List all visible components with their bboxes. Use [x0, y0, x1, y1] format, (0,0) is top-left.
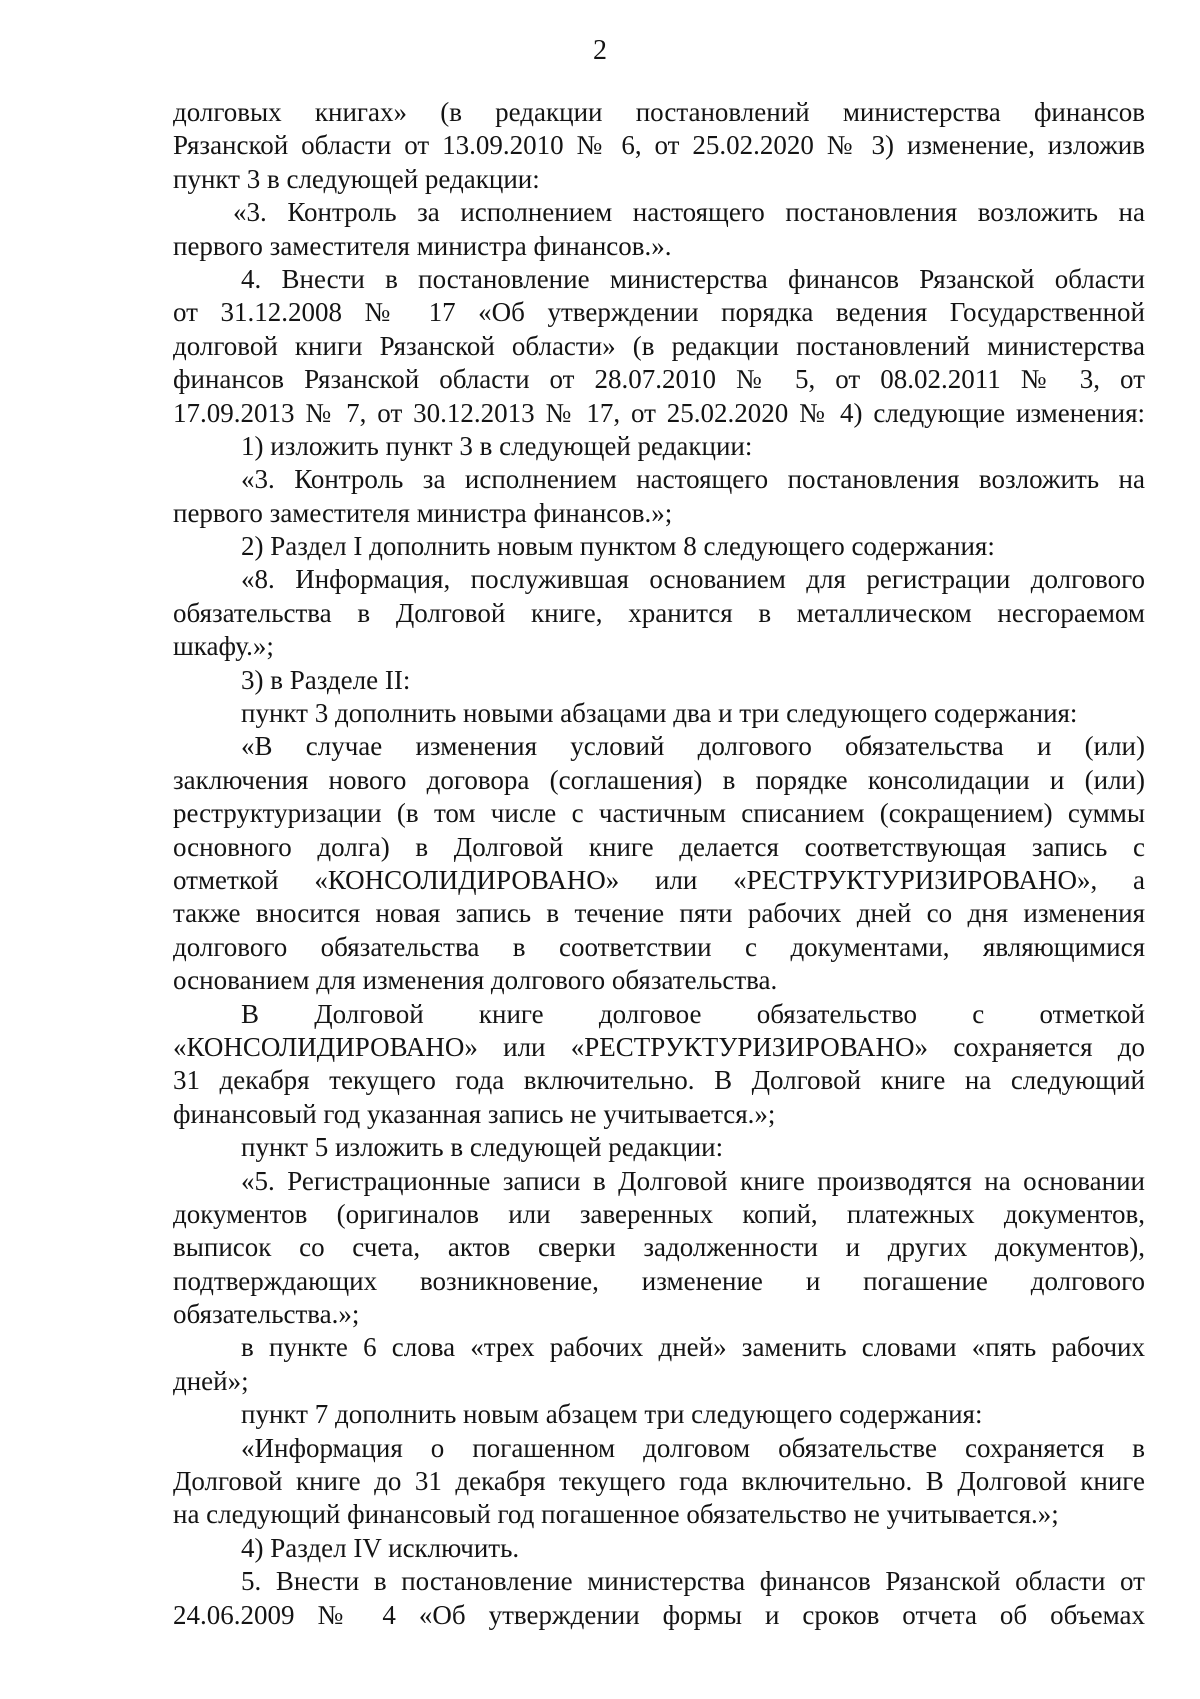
text-line: 1) изложить пункт 3 в следующей редакции:	[241, 430, 753, 461]
text-line: «3. Контроль за исполнением настоящего постановления возложить на	[233, 197, 1145, 228]
text-line: обязательства в Долговой книге, хранится в металлическом несгораемом	[173, 597, 1145, 628]
text-line: «Информация о погашенном долговом обязательстве сохраняется в	[241, 1432, 1145, 1463]
text-line: выписок со счета, актов сверки задолженности и других документов),	[173, 1232, 1145, 1263]
text-line: также вносится новая запись в течение пяти рабочих дней со дня изменения	[173, 898, 1145, 929]
text-line: пункт 7 дополнить новым абзацем три следующего содержания:	[241, 1399, 983, 1430]
text-line: в пункте 6 слова «трех рабочих дней» заменить словами «пять рабочих	[241, 1332, 1145, 1363]
text-line: 4) Раздел IV исключить.	[241, 1532, 520, 1563]
text-line: Рязанской области от 13.09.2010 № 6, от 25.02.2020 № 3) изменение, изложив	[173, 130, 1145, 161]
text-line: 5. Внести в постановление министерства финансов Рязанской области от	[241, 1566, 1145, 1597]
text-line: документов (оригиналов или заверенных копий, платежных документов,	[173, 1198, 1145, 1229]
text-line: «3. Контроль за исполнением настоящего постановления возложить на	[241, 464, 1145, 495]
text-line: шкафу.»;	[173, 631, 274, 662]
text-line: пункт 5 изложить в следующей редакции:	[241, 1132, 724, 1163]
text-line: Долговой книге до 31 декабря текущего года включительно. В Долговой книге	[173, 1466, 1145, 1497]
page-number: 2	[593, 35, 607, 66]
text-line: на следующий финансовый год погашенное обязательство не учитывается.»;	[173, 1499, 1059, 1530]
text-line: обязательства.»;	[173, 1299, 360, 1330]
text-line: долгового обязательства в соответствии с документами, являющимися	[173, 931, 1145, 962]
text-line: 2) Раздел I дополнить новым пунктом 8 следующего содержания:	[241, 531, 995, 562]
text-line: заключения нового договора (соглашения) в порядке консолидации и (или)	[173, 764, 1145, 795]
text-line: В Долговой книге долговое обязательство с отметкой	[241, 998, 1145, 1029]
text-line: реструктуризации (в том числе с частичным списанием (сокращением) суммы	[173, 798, 1145, 829]
text-line: финансовый год указанная запись не учитывается.»;	[173, 1098, 776, 1129]
text-line: «8. Информация, послужившая основанием для регистрации долгового	[241, 564, 1145, 595]
text-line: 3) в Разделе II:	[241, 664, 411, 695]
text-line: 31 декабря текущего года включительно. В Долговой книге на следующий	[173, 1065, 1145, 1096]
text-line: от 31.12.2008 № 17 «Об утверждении порядка ведения Государственной	[173, 297, 1145, 328]
text-line: 24.06.2009 № 4 «Об утверждении формы и сроков отчета об объемах	[173, 1599, 1145, 1630]
text-line: 4. Внести в постановление министерства финансов Рязанской области	[241, 263, 1145, 294]
text-line: 17.09.2013 № 7, от 30.12.2013 № 17, от 25.02.2020 № 4) следующие изменения:	[173, 397, 1145, 428]
text-line: «КОНСОЛИДИРОВАНО» или «РЕСТРУКТУРИЗИРОВАНО» сохраняется до	[173, 1031, 1145, 1062]
text-line: пункт 3 дополнить новыми абзацами два и три следующего содержания:	[241, 698, 1078, 729]
text-line: финансов Рязанской области от 28.07.2010 № 5, от 08.02.2011 № 3, от	[173, 364, 1145, 395]
document-body	[173, 96, 1145, 1632]
text-line: долговых книгах» (в редакции постановлений министерства финансов	[173, 97, 1145, 127]
text-line: «5. Регистрационные записи в Долговой книге производятся на основании	[241, 1165, 1145, 1196]
text-line: отметкой «КОНСОЛИДИРОВАНО» или «РЕСТРУКТУРИЗИРОВАНО», а	[173, 864, 1145, 895]
text-line: первого заместителя министра финансов.»;	[173, 497, 673, 528]
text-line: пункт 3 в следующей редакции:	[173, 163, 540, 194]
text-line: основанием для изменения долгового обязательства.	[173, 965, 778, 996]
text-line: долговой книги Рязанской области» (в редакции постановлений министерства	[173, 330, 1145, 361]
text-line: первого заместителя министра финансов.».	[173, 230, 672, 261]
text-line: основного долга) в Долговой книге делается соответствующая запись с	[173, 831, 1145, 862]
text-line: «В случае изменения условий долгового обязательства и (или)	[241, 731, 1145, 762]
text-line: дней»;	[173, 1365, 249, 1396]
text-line: подтверждающих возникновение, изменение и погашение долгового	[173, 1265, 1145, 1296]
